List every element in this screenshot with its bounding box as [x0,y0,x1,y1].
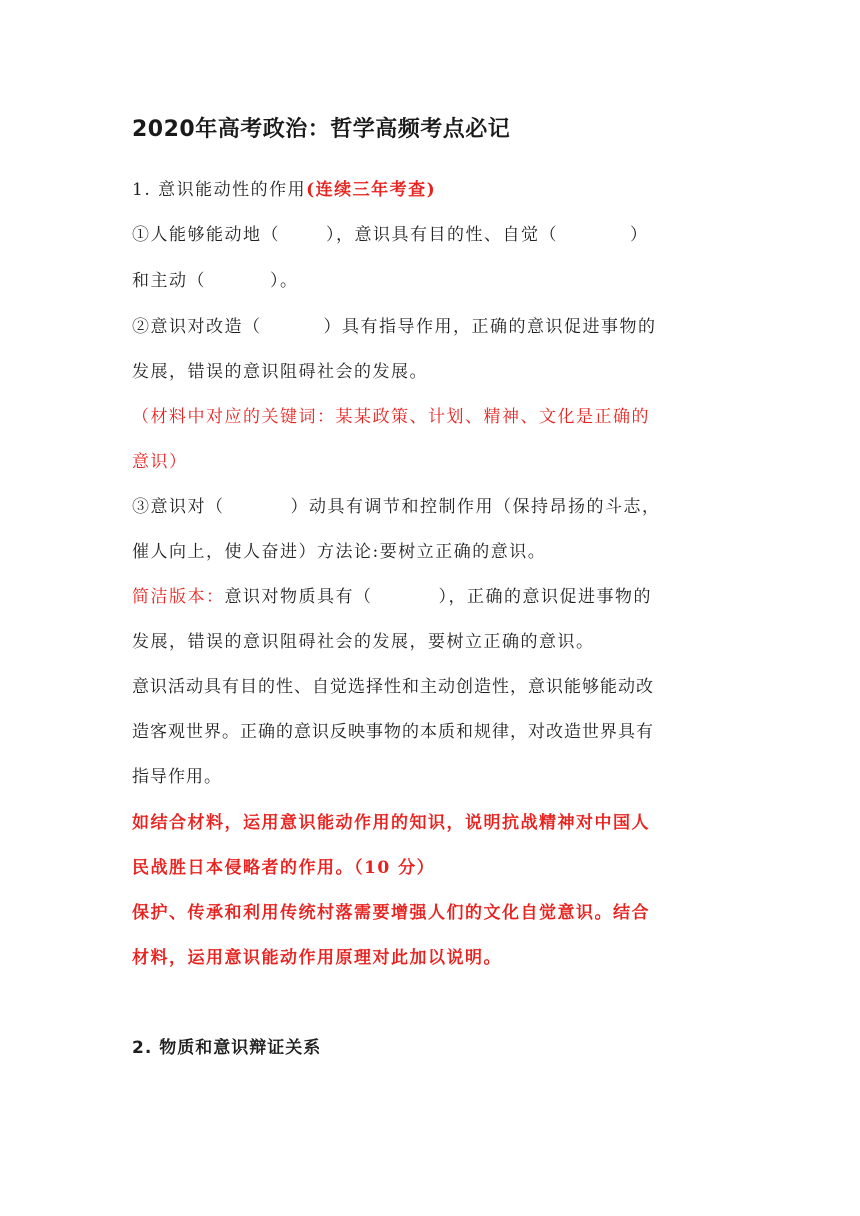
point-2-text: ②意识对改造（ [132,317,262,337]
brief-version-line-1 [132,582,732,607]
brief-version-text: 意识对物质具有（ [224,587,373,607]
explanation-line-1: 意识活动具有目的性、自觉选择性和主动创造性，意识能够能动改 [132,677,654,697]
page-title: 2020年高考政治：哲学高频考点必记 [132,117,511,142]
point-3-text: ③意识对（ [132,497,225,517]
point-3-line-1 [132,492,732,517]
question-1-line-1: 如结合材料，运用意识能动作用的知识，说明抗战精神对中国人 [132,813,650,833]
brief-version-label: 简洁版本： [132,587,225,607]
section-1-heading-tag: (连续三年考查) [306,180,437,200]
section-1-heading-text: 1. 意识能动性的作用 [132,180,307,200]
point-1-line-2 [132,266,732,291]
explanation-line-3: 指导作用。 [132,767,222,787]
point-1-text: ）。 [270,271,299,291]
brief-version-text: ），正确的意识促进事物的 [438,587,652,607]
question-2-line-1: 保护、传承和利用传统村落需要增强人们的文化自觉意识。结合 [132,903,650,923]
point-2-text: ）具有指导作用，正确的意识促进事物的 [323,317,657,337]
point-1-text: ①人能够能动地（ [132,225,280,245]
point-1-text: ），意识具有目的性、自觉（ [326,225,558,245]
question-1-line-2: 民战胜日本侵略者的作用。（10 分） [132,858,436,878]
point-1-text: ） [630,225,649,245]
explanation-line-2: 造客观世界。正确的意识反映事物的本质和规律，对改造世界具有 [132,722,654,742]
section-2-heading: 2. 物质和意识辩证关系 [132,1038,322,1058]
point-1-text: 和主动（ [132,271,206,291]
point-3-text: ）动具有调节和控制作用（保持昂扬的斗志， [290,497,661,517]
keyword-note-line-1: （材料中对应的关键词：某某政策、计划、精神、文化是正确的 [132,407,650,427]
point-2-line-1 [132,312,732,337]
point-2-line-2: 发展，错误的意识阻碍社会的发展。 [132,362,428,382]
brief-version-line-2: 发展，错误的意识阻碍社会的发展，要树立正确的意识。 [132,632,595,652]
point-3-line-2: 催人向上，使人奋进）方法论:要树立正确的意识。 [132,542,547,562]
section-1-heading [132,175,732,200]
keyword-note-line-2: 意识） [132,452,188,472]
point-1-line-1 [132,220,732,245]
question-2-line-2: 材料，运用意识能动作用原理对此加以说明。 [132,948,502,968]
